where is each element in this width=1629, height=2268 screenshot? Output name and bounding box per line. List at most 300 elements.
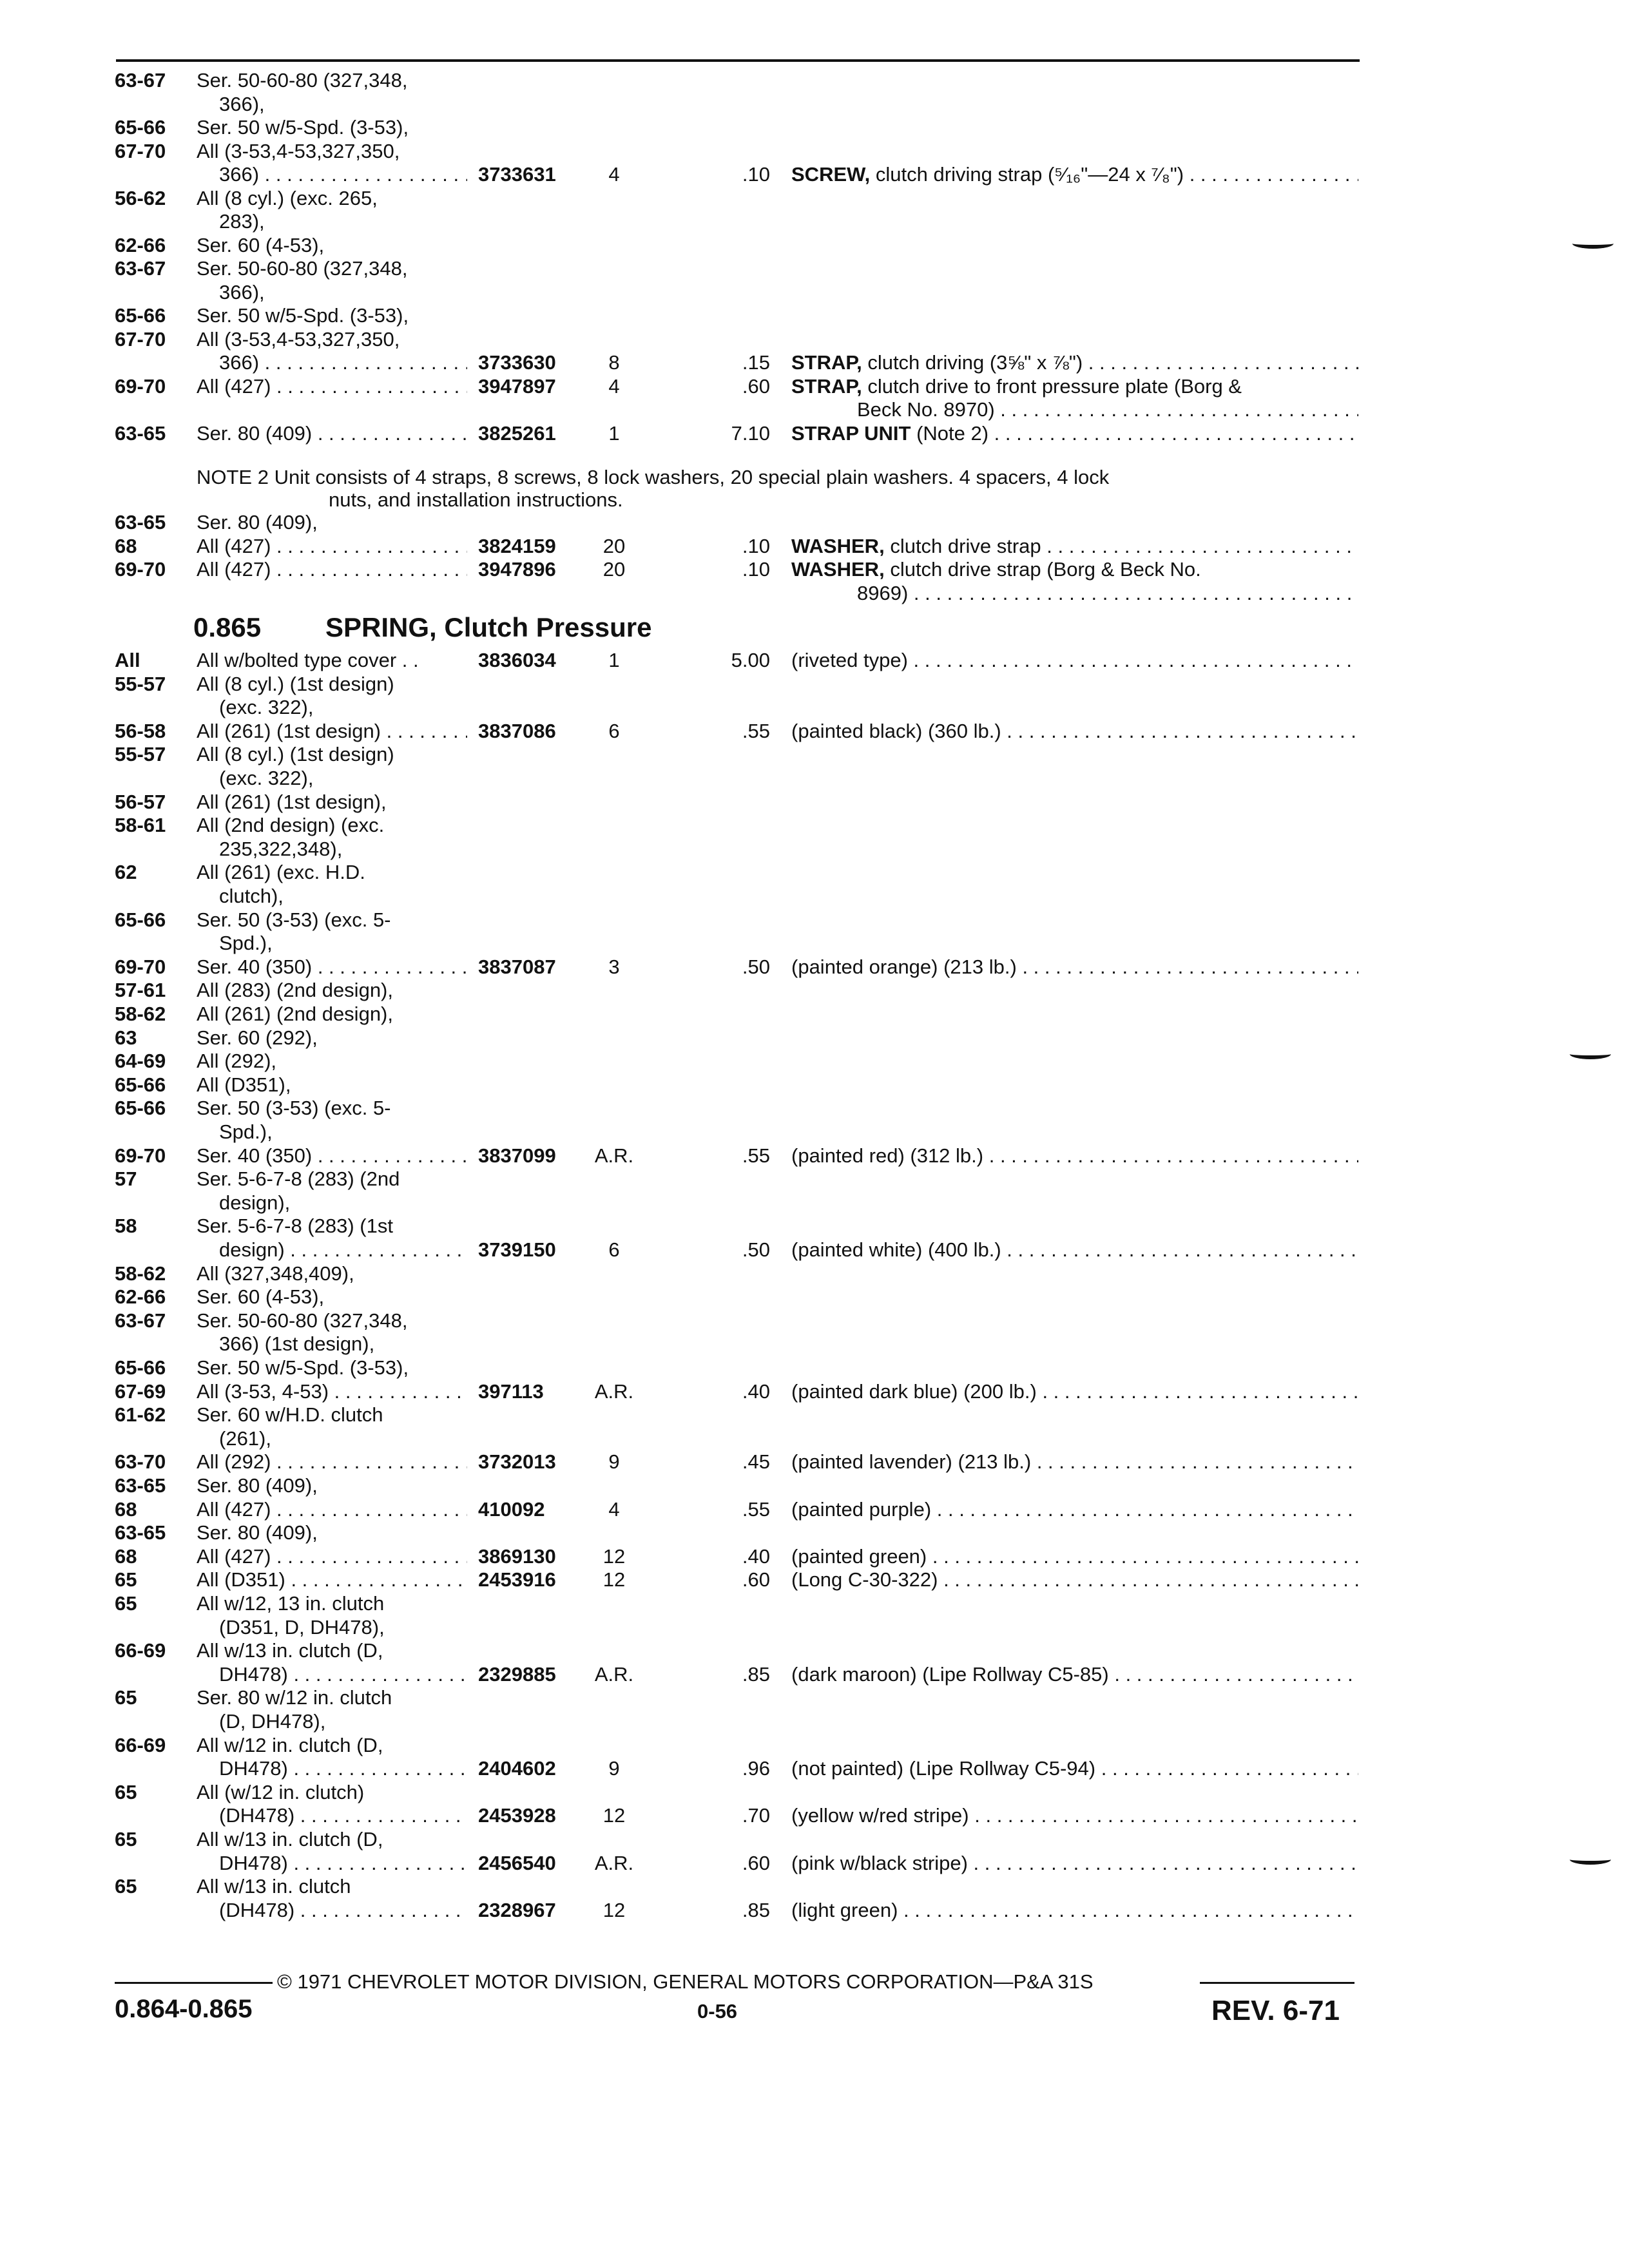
application: Ser. 80 (409), bbox=[197, 1521, 318, 1544]
description-text: (painted red) (312 lb.) bbox=[791, 1144, 984, 1167]
application: Ser. 80 w/12 in. clutch bbox=[197, 1686, 392, 1709]
model-years: 66-69 bbox=[115, 1639, 166, 1662]
application: All (427) . . . bbox=[197, 376, 467, 398]
price: .45 bbox=[742, 1450, 770, 1474]
description bbox=[791, 376, 1358, 398]
application: Ser. 50 w/5-Spd. (3-53), bbox=[197, 116, 409, 139]
model-years: 65-66 bbox=[115, 1356, 166, 1379]
application: All (261) (1st design), bbox=[197, 790, 387, 813]
application: 366) . . . bbox=[219, 164, 467, 186]
part-name: WASHER, bbox=[791, 558, 885, 581]
part-row bbox=[0, 282, 1629, 303]
application: Ser. 40 (350) . . . bbox=[197, 956, 467, 978]
part-name: WASHER, bbox=[791, 535, 885, 557]
model-years: 65 bbox=[115, 1686, 137, 1709]
part-row bbox=[0, 187, 1629, 209]
model-years: 62-66 bbox=[115, 1285, 166, 1309]
application: Ser. 80 (409) . . . bbox=[197, 423, 467, 445]
model-years: 63-65 bbox=[115, 1521, 166, 1544]
part-number: 3732013 bbox=[478, 1450, 556, 1474]
part-row bbox=[0, 1617, 1629, 1639]
application: All (427) . . . bbox=[197, 1546, 467, 1568]
part-number: 3825261 bbox=[478, 421, 556, 445]
description-text: (Long C-30-322) bbox=[791, 1569, 938, 1591]
model-years: 69-70 bbox=[115, 955, 166, 978]
part-number: 3947897 bbox=[478, 374, 556, 398]
quantity: A.R. bbox=[594, 1851, 634, 1874]
application: (D351, D, DH478), bbox=[219, 1615, 385, 1639]
description-text: (yellow w/red stripe) bbox=[791, 1805, 969, 1827]
application: Ser. 50-60-80 (327,348, bbox=[197, 69, 408, 91]
description bbox=[791, 1381, 1358, 1403]
application: All (327,348,409), bbox=[197, 1262, 354, 1285]
application: (DH478) . . . bbox=[219, 1899, 467, 1921]
description-text: clutch driving (3⅝" x ⅞") bbox=[867, 352, 1083, 374]
application: Ser. 50 w/5-Spd. (3-53), bbox=[197, 304, 409, 327]
price: .50 bbox=[742, 955, 770, 978]
application: design), bbox=[219, 1191, 291, 1214]
application: All (283) (2nd design), bbox=[197, 979, 393, 1002]
application: 366) (1st design), bbox=[219, 1332, 375, 1356]
application: All (3-53, 4-53) . . . bbox=[197, 1381, 467, 1403]
part-row bbox=[0, 720, 1629, 742]
application: Ser. 60 (4-53), bbox=[197, 233, 325, 256]
part-number: 3739150 bbox=[478, 1238, 556, 1261]
application: All (8 cyl.) (1st design) bbox=[197, 672, 394, 695]
application: Ser. 60 (292), bbox=[197, 1026, 318, 1049]
application: All (D351) . . . bbox=[197, 1569, 467, 1591]
part-row bbox=[0, 423, 1629, 445]
application: All (D351), bbox=[197, 1073, 291, 1096]
part-row bbox=[0, 885, 1629, 907]
part-row bbox=[0, 535, 1629, 557]
description bbox=[791, 423, 1358, 445]
application: All w/13 in. clutch (D, bbox=[197, 1828, 383, 1850]
part-row bbox=[0, 909, 1629, 931]
quantity: 12 bbox=[602, 1568, 626, 1591]
description bbox=[791, 1805, 1358, 1827]
application: Ser. 50-60-80 (327,348, bbox=[197, 257, 408, 280]
price: .60 bbox=[742, 1568, 770, 1591]
description bbox=[791, 352, 1358, 374]
application: (exc. 322), bbox=[219, 696, 314, 719]
part-row bbox=[0, 1499, 1629, 1521]
description-text: 8969) bbox=[857, 582, 909, 604]
part-row bbox=[0, 399, 1629, 421]
description bbox=[791, 535, 1358, 557]
model-years: 62 bbox=[115, 861, 137, 884]
page-number: 0-56 bbox=[697, 2000, 738, 2023]
part-row bbox=[0, 1451, 1629, 1473]
description bbox=[791, 164, 1358, 186]
model-years: 57-61 bbox=[115, 979, 166, 1002]
note-line bbox=[0, 466, 1629, 488]
part-number: 2456540 bbox=[478, 1851, 556, 1874]
quantity: 3 bbox=[608, 955, 620, 978]
application: All (8 cyl.) (exc. 265, bbox=[197, 186, 378, 209]
quantity: A.R. bbox=[594, 1662, 634, 1686]
part-row bbox=[0, 211, 1629, 233]
model-years: 66-69 bbox=[115, 1733, 166, 1756]
application: All (8 cyl.) (1st design) bbox=[197, 743, 394, 766]
part-number: 3837087 bbox=[478, 955, 556, 978]
part-row bbox=[0, 1546, 1629, 1568]
part-row bbox=[0, 1805, 1629, 1827]
part-row bbox=[0, 1428, 1629, 1450]
part-row bbox=[0, 767, 1629, 789]
description-text: (painted dark blue) (200 lb.) bbox=[791, 1380, 1037, 1403]
application: All (3-53,4-53,327,350, bbox=[197, 327, 400, 351]
section-title: SPRING, Clutch Pressure bbox=[325, 612, 652, 642]
part-row bbox=[0, 979, 1629, 1001]
price: .85 bbox=[742, 1662, 770, 1686]
price: .96 bbox=[742, 1757, 770, 1780]
description bbox=[791, 1899, 1358, 1921]
part-row bbox=[0, 559, 1629, 581]
quantity: 6 bbox=[608, 719, 620, 742]
description-text: (painted white) (400 lb.) bbox=[791, 1239, 1001, 1261]
application: Ser. 80 (409), bbox=[197, 511, 318, 533]
part-number: 3869130 bbox=[478, 1544, 556, 1568]
price: .60 bbox=[742, 1851, 770, 1874]
model-years: 68 bbox=[115, 1544, 137, 1568]
model-years: 65 bbox=[115, 1780, 137, 1803]
quantity: 20 bbox=[602, 558, 626, 581]
application: All (2nd design) (exc. bbox=[197, 814, 385, 837]
part-row bbox=[0, 956, 1629, 978]
description-text: (painted orange) (213 lb.) bbox=[791, 956, 1017, 978]
quantity: 4 bbox=[608, 1497, 620, 1521]
application: All w/bolted type cover . . bbox=[197, 649, 419, 671]
application: All (292), bbox=[197, 1050, 277, 1073]
binder-mark bbox=[1572, 238, 1614, 249]
model-years: 63-65 bbox=[115, 511, 166, 533]
quantity: 4 bbox=[608, 374, 620, 398]
model-years: 67-69 bbox=[115, 1379, 166, 1403]
part-row bbox=[0, 1735, 1629, 1756]
application: All (261) (1st design) . . . bbox=[197, 720, 467, 742]
description bbox=[791, 1145, 1358, 1167]
part-row bbox=[0, 838, 1629, 860]
application: 235,322,348), bbox=[219, 837, 343, 860]
description-text: (Note 2) bbox=[916, 422, 989, 445]
model-years: 63-67 bbox=[115, 1309, 166, 1332]
application: Spd.), bbox=[219, 1120, 273, 1143]
application: Ser. 60 w/H.D. clutch bbox=[197, 1403, 383, 1427]
price: .55 bbox=[742, 719, 770, 742]
model-years: 63-70 bbox=[115, 1450, 166, 1474]
note-text: nuts, and installation instructions. bbox=[329, 488, 623, 511]
model-years: 63 bbox=[115, 1026, 137, 1049]
application: All (427) . . . bbox=[197, 1499, 467, 1521]
quantity: 9 bbox=[608, 1450, 620, 1474]
part-row bbox=[0, 1333, 1629, 1355]
price: .10 bbox=[742, 558, 770, 581]
description bbox=[791, 649, 1358, 671]
description bbox=[791, 1758, 1358, 1780]
part-row bbox=[0, 1687, 1629, 1709]
footer-rule-left bbox=[115, 1982, 273, 1984]
part-row bbox=[0, 376, 1629, 398]
model-years: 58-61 bbox=[115, 814, 166, 837]
model-years: 63-65 bbox=[115, 421, 166, 445]
model-years: 55-57 bbox=[115, 743, 166, 766]
model-years: 65 bbox=[115, 1828, 137, 1850]
quantity: A.R. bbox=[594, 1144, 634, 1167]
part-row bbox=[0, 744, 1629, 765]
application: All (292) . . . bbox=[197, 1451, 467, 1473]
application: All (261) (exc. H.D. bbox=[197, 861, 365, 884]
part-row bbox=[0, 1899, 1629, 1921]
part-number: 410092 bbox=[478, 1497, 545, 1521]
price: .10 bbox=[742, 163, 770, 186]
price: .50 bbox=[742, 1238, 770, 1261]
binder-mark bbox=[1570, 1854, 1611, 1865]
description bbox=[791, 1664, 1358, 1686]
price: .40 bbox=[742, 1379, 770, 1403]
description-text: (riveted type) bbox=[791, 649, 908, 671]
quantity: 1 bbox=[608, 649, 620, 671]
description bbox=[857, 582, 1358, 604]
part-name: STRAP, bbox=[791, 374, 862, 398]
part-number: 3836034 bbox=[478, 649, 556, 671]
description bbox=[791, 1546, 1358, 1568]
quantity: 9 bbox=[608, 1757, 620, 1780]
section-number: 0.865 bbox=[193, 612, 262, 642]
model-years: 61-62 bbox=[115, 1403, 166, 1427]
application: 366), bbox=[219, 280, 265, 303]
application: All (427) . . . bbox=[197, 559, 467, 581]
model-years: 58-62 bbox=[115, 1262, 166, 1285]
part-row bbox=[0, 1782, 1629, 1803]
quantity: 1 bbox=[608, 421, 620, 445]
model-years: 68 bbox=[115, 534, 137, 557]
top-rule bbox=[116, 59, 1360, 62]
application: All (427) . . . bbox=[197, 535, 467, 557]
part-row bbox=[0, 1074, 1629, 1096]
quantity: 4 bbox=[608, 163, 620, 186]
description-text: (pink w/black stripe) bbox=[791, 1852, 968, 1874]
description-text: Beck No. 8970) bbox=[857, 399, 995, 421]
part-row bbox=[0, 1876, 1629, 1898]
part-row bbox=[0, 1121, 1629, 1143]
part-row bbox=[0, 235, 1629, 256]
description-text: (painted green) bbox=[791, 1545, 927, 1568]
part-row bbox=[0, 1263, 1629, 1285]
model-years: 63-65 bbox=[115, 1474, 166, 1497]
part-row bbox=[0, 1475, 1629, 1497]
part-number: 2328967 bbox=[478, 1898, 556, 1921]
application: DH478) . . . bbox=[219, 1758, 467, 1780]
application: 366) . . . bbox=[219, 352, 467, 374]
part-row bbox=[0, 1215, 1629, 1237]
part-row bbox=[0, 1050, 1629, 1072]
application: (exc. 322), bbox=[219, 767, 314, 789]
model-years: 56-62 bbox=[115, 186, 166, 209]
price: 7.10 bbox=[731, 421, 770, 445]
model-years: 65-66 bbox=[115, 116, 166, 139]
description-text: (painted purple) bbox=[791, 1498, 932, 1521]
part-row bbox=[0, 1664, 1629, 1686]
application: design) . . . bbox=[219, 1239, 467, 1261]
price: .55 bbox=[742, 1497, 770, 1521]
part-number: 3733630 bbox=[478, 351, 556, 374]
note-text: NOTE 2 Unit consists of 4 straps, 8 screws, 8 lock washers, 20 special plain washers. 4 spacers, 4 lock bbox=[197, 466, 1110, 488]
part-row bbox=[0, 1852, 1629, 1874]
part-row bbox=[0, 1357, 1629, 1379]
application: All (3-53,4-53,327,350, bbox=[197, 139, 400, 162]
part-row bbox=[0, 329, 1629, 351]
description-text: (not painted) (Lipe Rollway C5-94) bbox=[791, 1758, 1096, 1780]
description-text: clutch drive strap (Borg & Beck No. bbox=[890, 558, 1201, 581]
model-years: 65 bbox=[115, 1592, 137, 1615]
part-row bbox=[0, 1168, 1629, 1190]
description-text: clutch drive strap bbox=[890, 535, 1041, 557]
part-row bbox=[0, 673, 1629, 695]
part-row bbox=[0, 1711, 1629, 1733]
part-number: 2453916 bbox=[478, 1568, 556, 1591]
part-row bbox=[0, 258, 1629, 280]
part-row bbox=[0, 791, 1629, 813]
part-row bbox=[0, 117, 1629, 139]
part-row bbox=[0, 1593, 1629, 1615]
part-row bbox=[0, 1239, 1629, 1261]
group-range: 0.864-0.865 bbox=[115, 1995, 253, 2023]
application: DH478) . . . bbox=[219, 1852, 467, 1874]
part-name: STRAP, bbox=[791, 352, 862, 374]
quantity: A.R. bbox=[594, 1379, 634, 1403]
application: Ser. 5-6-7-8 (283) (2nd bbox=[197, 1168, 400, 1191]
part-number: 3733631 bbox=[478, 163, 556, 186]
price: .60 bbox=[742, 374, 770, 398]
description bbox=[791, 956, 1358, 978]
price: .40 bbox=[742, 1544, 770, 1568]
model-years: 69-70 bbox=[115, 374, 166, 398]
revision-label: REV. 6-71 bbox=[1211, 1995, 1340, 2026]
application: Ser. 50-60-80 (327,348, bbox=[197, 1309, 408, 1332]
part-row bbox=[0, 1569, 1629, 1591]
application: All (261) (2nd design), bbox=[197, 1003, 393, 1025]
part-row bbox=[0, 814, 1629, 836]
part-row bbox=[0, 140, 1629, 162]
application: clutch), bbox=[219, 885, 284, 907]
part-row bbox=[0, 70, 1629, 91]
description bbox=[791, 1852, 1358, 1874]
application: 366), bbox=[219, 92, 265, 115]
model-years: 67-70 bbox=[115, 327, 166, 351]
part-row bbox=[0, 1310, 1629, 1332]
application: All w/13 in. clutch (D, bbox=[197, 1639, 383, 1662]
part-row bbox=[0, 649, 1629, 671]
price: .85 bbox=[742, 1898, 770, 1921]
application: Ser. 50 (3-53) (exc. 5- bbox=[197, 908, 391, 931]
description-text: (painted black) (360 lb.) bbox=[791, 720, 1001, 742]
part-row bbox=[0, 352, 1629, 374]
description bbox=[791, 559, 1358, 581]
price: .70 bbox=[742, 1804, 770, 1827]
part-row bbox=[0, 1286, 1629, 1308]
model-years: 65-66 bbox=[115, 1073, 166, 1096]
part-row bbox=[0, 861, 1629, 883]
description-text: (light green) bbox=[791, 1899, 898, 1921]
model-years: 65 bbox=[115, 1875, 137, 1898]
part-number: 3837086 bbox=[478, 719, 556, 742]
part-row bbox=[0, 1192, 1629, 1214]
quantity: 12 bbox=[602, 1898, 626, 1921]
model-years: 65 bbox=[115, 1568, 137, 1591]
part-name: STRAP UNIT bbox=[791, 422, 911, 445]
part-row bbox=[0, 93, 1629, 115]
part-row bbox=[0, 1003, 1629, 1025]
part-number: 3824159 bbox=[478, 534, 556, 557]
part-number: 2404602 bbox=[478, 1757, 556, 1780]
part-row bbox=[0, 1145, 1629, 1167]
application: Ser. 50 w/5-Spd. (3-53), bbox=[197, 1356, 409, 1379]
model-years: 65-66 bbox=[115, 908, 166, 931]
part-number: 3947896 bbox=[478, 558, 556, 581]
application: Ser. 5-6-7-8 (283) (1st bbox=[197, 1215, 393, 1238]
part-row bbox=[0, 932, 1629, 954]
price: .15 bbox=[742, 351, 770, 374]
part-row bbox=[0, 1829, 1629, 1850]
description-text: clutch driving strap (⁵⁄₁₆"—24 x ⁷⁄₈") bbox=[875, 164, 1184, 186]
model-years: 58-62 bbox=[115, 1003, 166, 1025]
description-text: clutch drive to front pressure plate (Borg & bbox=[867, 374, 1242, 398]
part-number: 397113 bbox=[478, 1379, 544, 1403]
model-years: 56-58 bbox=[115, 719, 166, 742]
part-row bbox=[0, 512, 1629, 533]
part-row bbox=[0, 1027, 1629, 1049]
model-years: 55-57 bbox=[115, 672, 166, 695]
application: Ser. 60 (4-53), bbox=[197, 1285, 325, 1309]
price: 5.00 bbox=[731, 649, 770, 671]
model-years: 63-67 bbox=[115, 69, 166, 91]
application: Ser. 40 (350) . . . bbox=[197, 1145, 467, 1167]
model-years: 63-67 bbox=[115, 257, 166, 280]
description-text: (dark maroon) (Lipe Rollway C5-85) bbox=[791, 1663, 1109, 1686]
model-years: 58 bbox=[115, 1215, 137, 1238]
application: (DH478) . . . bbox=[219, 1805, 467, 1827]
model-years: 65-66 bbox=[115, 304, 166, 327]
part-row bbox=[0, 1404, 1629, 1426]
model-years: 69-70 bbox=[115, 1144, 166, 1167]
footer-rule-right bbox=[1200, 1982, 1354, 1984]
description bbox=[857, 399, 1358, 421]
part-name: SCREW, bbox=[791, 164, 871, 186]
part-row bbox=[0, 1381, 1629, 1403]
part-number: 2329885 bbox=[478, 1662, 556, 1686]
quantity: 6 bbox=[608, 1238, 620, 1261]
description bbox=[791, 1451, 1358, 1473]
quantity: 12 bbox=[602, 1804, 626, 1827]
price: .55 bbox=[742, 1144, 770, 1167]
application: Ser. 80 (409), bbox=[197, 1474, 318, 1497]
description bbox=[791, 1499, 1358, 1521]
price: .10 bbox=[742, 534, 770, 557]
model-years: 69-70 bbox=[115, 558, 166, 581]
part-row bbox=[0, 582, 1629, 604]
model-years: 64-69 bbox=[115, 1050, 166, 1073]
quantity: 8 bbox=[608, 351, 620, 374]
part-row bbox=[0, 1758, 1629, 1780]
model-years: 57 bbox=[115, 1168, 137, 1191]
application: Ser. 50 (3-53) (exc. 5- bbox=[197, 1097, 391, 1120]
part-number: 2453928 bbox=[478, 1804, 556, 1827]
application: All w/12 in. clutch (D, bbox=[197, 1733, 383, 1756]
binder-mark bbox=[1570, 1049, 1611, 1059]
model-years: 68 bbox=[115, 1497, 137, 1521]
quantity: 12 bbox=[602, 1544, 626, 1568]
